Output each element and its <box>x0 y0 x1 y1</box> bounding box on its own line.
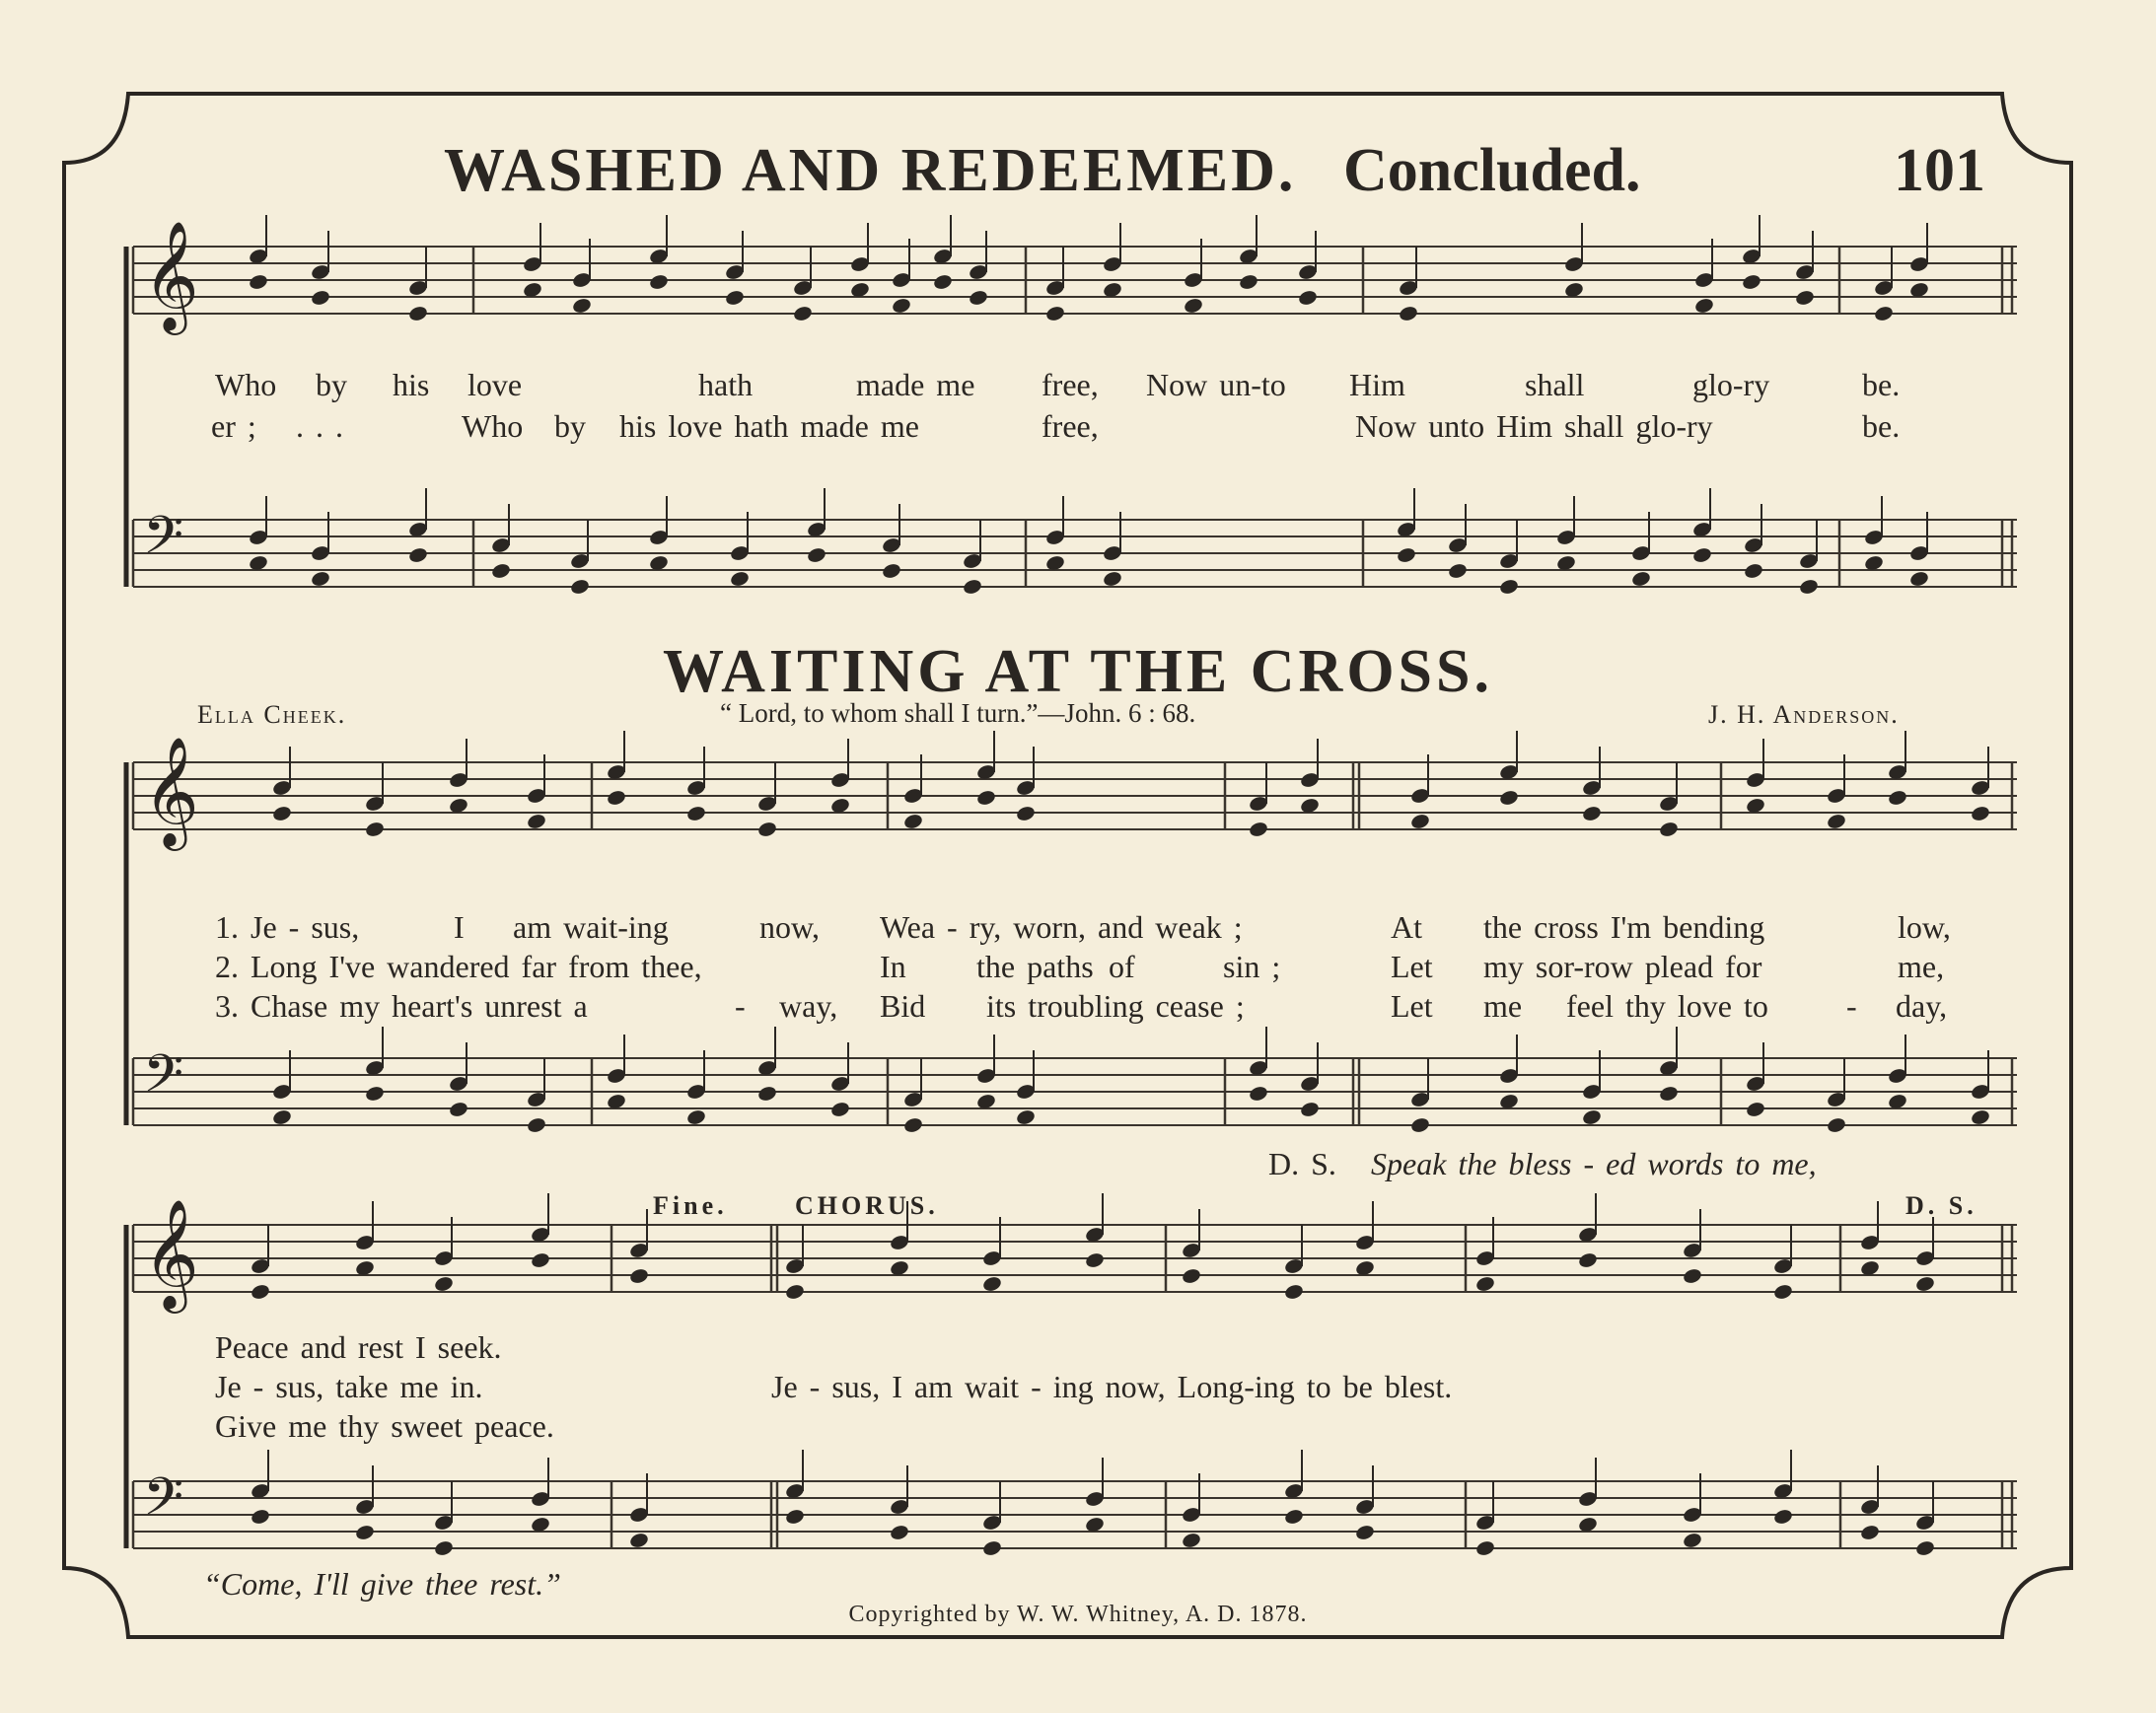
note <box>1181 1267 1201 1285</box>
note <box>1745 1101 1765 1118</box>
lyric-word: free, <box>1042 408 1099 444</box>
copyright-notice: Copyrighted by W. W. Whitney, A. D. 1878. <box>848 1602 1308 1627</box>
ds-marker: D. S. <box>1905 1191 1977 1220</box>
note <box>1743 562 1763 580</box>
lyric-word: er ; <box>211 408 256 444</box>
lyric-word: Who <box>462 408 524 444</box>
note <box>1970 805 1990 822</box>
lyric-word: hath <box>698 367 754 402</box>
note <box>806 546 826 564</box>
note <box>1181 1532 1201 1549</box>
note <box>1447 562 1468 580</box>
verse1-word: am wait-ing <box>513 909 669 945</box>
verse1-word: I <box>454 909 465 945</box>
note <box>1859 1524 1880 1541</box>
lyric-word: Him <box>1349 367 1405 402</box>
note <box>250 1283 270 1301</box>
lyric-word: made me <box>856 367 975 402</box>
note <box>628 1267 649 1285</box>
lyric-word: his love hath made me <box>619 408 919 444</box>
note <box>1914 1539 1935 1557</box>
treble-clef-icon: 𝄞 <box>143 220 199 330</box>
note <box>685 805 706 822</box>
note <box>891 297 911 315</box>
treble-clef-icon: 𝄞 <box>143 736 199 846</box>
verse2-word: 2. Long I've wandered far from thee, <box>215 949 702 984</box>
verse2-word: In <box>880 949 906 984</box>
note <box>310 289 330 307</box>
song-title: WAITING AT THE CROSS. <box>662 638 1494 705</box>
lyric-word: by <box>554 408 586 444</box>
verse2-word: sin ; <box>1223 949 1281 984</box>
ds-lyric: Speak the bless - ed words to me, <box>1371 1146 1817 1181</box>
note <box>729 570 750 588</box>
verse3-word: way, <box>779 988 838 1024</box>
note <box>756 1085 777 1103</box>
note <box>1577 1251 1598 1269</box>
note <box>571 297 592 315</box>
verse1-word: At <box>1391 909 1422 945</box>
note <box>530 1251 550 1269</box>
note <box>1873 305 1894 322</box>
note <box>981 1275 1002 1293</box>
note <box>271 1108 292 1126</box>
lyric-word: be. <box>1862 408 1901 444</box>
verse1-word: the cross I'm bending <box>1483 909 1765 945</box>
note <box>1015 805 1036 822</box>
note <box>271 805 292 822</box>
verse3-word: - <box>735 988 746 1024</box>
note <box>1693 297 1714 315</box>
note <box>1658 1085 1679 1103</box>
note <box>1630 570 1651 588</box>
note <box>1970 1108 1990 1126</box>
lyric-word: by <box>316 367 347 402</box>
verse1-word: 1. Je - sus, <box>215 909 360 945</box>
note <box>407 305 428 322</box>
note <box>1798 578 1819 596</box>
bass-clef-icon: 𝄢 <box>143 1044 184 1117</box>
note <box>569 578 590 596</box>
note <box>724 289 745 307</box>
verse3-word: 3. Chase my heart's unrest a <box>215 988 588 1024</box>
note <box>1015 1108 1036 1126</box>
note <box>1398 305 1418 322</box>
note <box>784 1508 805 1526</box>
note <box>1084 1251 1105 1269</box>
note <box>1248 1085 1268 1103</box>
note <box>1283 1508 1304 1526</box>
note <box>1299 1101 1320 1118</box>
lyricist-credit: Ella Cheek. <box>197 700 347 729</box>
note <box>1474 1539 1495 1557</box>
fine-marker: Fine. <box>653 1191 728 1220</box>
chorus-marker: CHORUS. <box>795 1191 939 1220</box>
note <box>1581 805 1602 822</box>
note <box>1691 546 1712 564</box>
ending-line-1: Peace and rest I seek. <box>215 1329 502 1365</box>
treble-clef-icon: 𝄞 <box>143 1198 199 1309</box>
verse2-word: the paths <box>976 949 1094 984</box>
chorus-lyric: Je - sus, I am wait - ing now, Long-ing to be blest. <box>771 1369 1453 1404</box>
note <box>490 562 511 580</box>
note <box>1581 1108 1602 1126</box>
ending-line-2: Je - sus, take me in. <box>215 1369 483 1404</box>
lyric-word: . . . <box>296 408 343 444</box>
note <box>902 1116 923 1134</box>
note <box>962 578 982 596</box>
note <box>1826 1116 1846 1134</box>
composer-credit: J. H. Anderson. <box>1708 700 1900 729</box>
note <box>433 1275 454 1293</box>
note <box>792 305 813 322</box>
lyric-word: Now unto Him shall glo-ry <box>1355 408 1713 444</box>
note <box>1238 273 1258 291</box>
verse3-word: feel thy love to <box>1566 988 1768 1024</box>
lyric-word: shall <box>1525 367 1585 402</box>
note <box>889 1524 909 1541</box>
page-number: 101 <box>1894 137 1985 204</box>
note <box>1474 1275 1495 1293</box>
note <box>1658 821 1679 838</box>
note <box>1283 1283 1304 1301</box>
note <box>1183 297 1203 315</box>
note <box>685 1108 706 1126</box>
note <box>756 821 777 838</box>
note <box>902 813 923 830</box>
page-title: WASHED AND REDEEMED. <box>444 137 1297 204</box>
note <box>606 789 626 807</box>
note <box>648 273 669 291</box>
note <box>1102 570 1122 588</box>
note <box>448 1101 468 1118</box>
verse2-word: of <box>1109 949 1135 984</box>
bass-quote: “Come, I'll give thee rest.” <box>203 1566 561 1602</box>
note <box>1826 813 1846 830</box>
lyric-word: free, <box>1042 367 1099 402</box>
note <box>1409 1116 1430 1134</box>
note <box>1498 789 1519 807</box>
note <box>364 821 385 838</box>
note <box>1887 789 1907 807</box>
note <box>1772 1283 1793 1301</box>
note <box>1908 570 1929 588</box>
note <box>1354 1524 1375 1541</box>
note <box>628 1532 649 1549</box>
verse3-word: Let <box>1391 988 1433 1024</box>
note <box>1248 821 1268 838</box>
note <box>1409 813 1430 830</box>
note <box>1396 546 1416 564</box>
note <box>1741 273 1761 291</box>
note <box>310 570 330 588</box>
verse2-word: my sor-row plead for <box>1483 949 1762 984</box>
note <box>1498 578 1519 596</box>
lyric-word: be. <box>1862 367 1901 402</box>
note <box>526 1116 546 1134</box>
lyric-word: Who <box>215 367 277 402</box>
note <box>881 562 901 580</box>
verse3-word: Bid <box>880 988 926 1024</box>
note <box>250 1508 270 1526</box>
verse3-word: me <box>1483 988 1523 1024</box>
lyric-word: love <box>467 367 523 402</box>
note <box>1794 289 1815 307</box>
verse2-word: me, <box>1898 949 1945 984</box>
note <box>1682 1267 1702 1285</box>
bass-clef-icon: 𝄢 <box>143 506 184 579</box>
lyric-word: his <box>393 367 430 402</box>
lyric-word: glo-ry <box>1692 367 1770 402</box>
scripture-epigraph: “ Lord, to whom shall I turn.”—John. 6 : 68. <box>720 698 1196 728</box>
verse2-word: Let <box>1391 949 1433 984</box>
note <box>526 813 546 830</box>
note <box>248 273 268 291</box>
note <box>932 273 953 291</box>
note <box>364 1085 385 1103</box>
note <box>829 1101 850 1118</box>
verse3-word: day, <box>1896 988 1948 1024</box>
title-status: Concluded. <box>1343 137 1641 204</box>
note <box>975 789 996 807</box>
note <box>1044 305 1065 322</box>
note <box>968 289 988 307</box>
note <box>1682 1532 1702 1549</box>
note <box>1297 289 1318 307</box>
note <box>1914 1275 1935 1293</box>
ending-line-3: Give me thy sweet peace. <box>215 1408 554 1444</box>
ds-label: D. S. <box>1268 1146 1336 1181</box>
verse1-word: now, <box>759 909 821 945</box>
verse3-word: - <box>1846 988 1857 1024</box>
note <box>407 546 428 564</box>
verse1-word: low, <box>1898 909 1951 945</box>
note <box>1772 1508 1793 1526</box>
note <box>981 1539 1002 1557</box>
note <box>354 1524 375 1541</box>
note <box>784 1283 805 1301</box>
bass-clef-icon: 𝄢 <box>143 1467 184 1540</box>
verse1-word: Wea - ry, worn, and weak ; <box>880 909 1243 945</box>
verse3-word: its troubling cease ; <box>986 988 1245 1024</box>
lyric-word: Now un-to <box>1146 367 1286 402</box>
note <box>433 1539 454 1557</box>
